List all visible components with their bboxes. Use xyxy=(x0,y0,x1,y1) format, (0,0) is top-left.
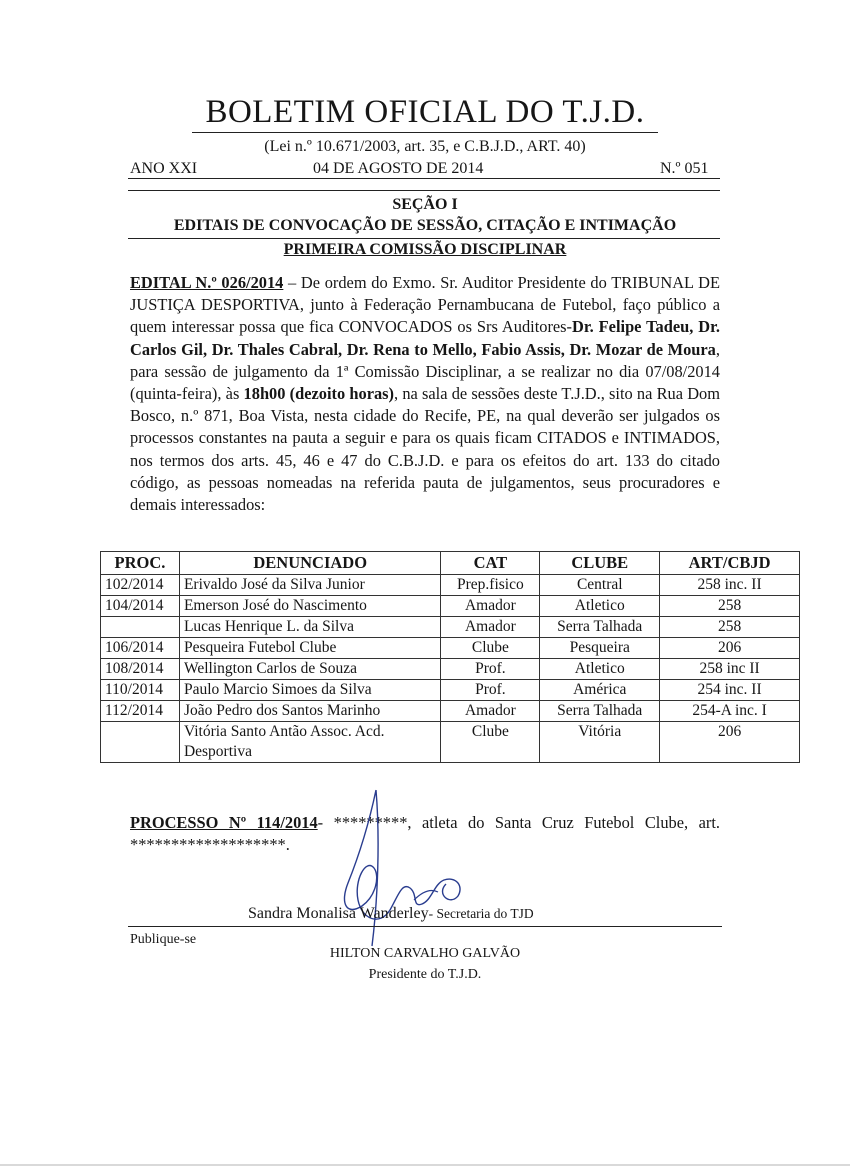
table-row xyxy=(101,617,800,638)
table-row xyxy=(101,575,800,596)
header-rule-top xyxy=(128,178,720,179)
cell-proc: 106/2014 xyxy=(101,638,180,659)
president-name: HILTON CARVALHO GALVÃO xyxy=(329,946,521,961)
cell-proc: 110/2014 xyxy=(101,680,180,701)
table-row xyxy=(101,722,800,763)
cell-art: 258 inc II xyxy=(660,659,800,680)
cell-cat: Clube xyxy=(441,638,540,659)
issue-number: N.º 051 xyxy=(660,160,709,177)
col-header-art: ART/CBJD xyxy=(660,552,800,575)
cell-clube: Atletico xyxy=(540,659,660,680)
table-row xyxy=(101,638,800,659)
cell-denunciado: Pesqueira Futebol Clube xyxy=(179,638,440,659)
table-row xyxy=(101,659,800,680)
col-header-denunciado: DENUNCIADO xyxy=(179,552,440,575)
cell-cat: Prof. xyxy=(441,680,540,701)
processo-text: - *********, atleta do Santa Cruz Futebol Clube, art. *******************. xyxy=(130,813,720,854)
cell-proc: 102/2014 xyxy=(101,575,180,596)
cell-art: 206 xyxy=(660,638,800,659)
edital-time: 18h00 (dezoito horas) xyxy=(243,384,395,404)
cell-denunciado: Vitória Santo Antão Assoc. Acd. Desportiva xyxy=(179,722,440,763)
section-heading: EDITAIS DE CONVOCAÇÃO DE SESSÃO, CITAÇÃO E INTIMAÇÃO xyxy=(173,217,677,234)
header-rule-bottom xyxy=(128,190,720,191)
cell-clube: América xyxy=(540,680,660,701)
table-row xyxy=(101,596,800,617)
table-header-row xyxy=(101,552,800,575)
table-row xyxy=(101,701,800,722)
cell-clube: Serra Talhada xyxy=(540,617,660,638)
cell-proc: 112/2014 xyxy=(101,701,180,722)
cell-art: 254 inc. II xyxy=(660,680,800,701)
cell-cat: Amador xyxy=(441,701,540,722)
cell-denunciado: João Pedro dos Santos Marinho xyxy=(179,701,440,722)
cell-denunciado: Emerson José do Nascimento xyxy=(179,596,440,617)
cell-proc: 104/2014 xyxy=(101,596,180,617)
cell-clube: Serra Talhada xyxy=(540,701,660,722)
section-name: SEÇÃO I xyxy=(392,196,458,213)
cell-art: 258 inc. II xyxy=(660,575,800,596)
law-reference: (Lei n.º 10.671/2003, art. 35, e C.B.J.D., ART. 40) xyxy=(264,138,586,155)
secretary-role: - Secretaria do TJD xyxy=(428,906,534,921)
secretary-name: Sandra Monalisa Wanderley xyxy=(248,905,429,922)
cell-denunciado: Lucas Henrique L. da Silva xyxy=(179,617,440,638)
edital-paragraph xyxy=(130,272,720,516)
cell-proc xyxy=(101,722,180,763)
scan-bottom-edge xyxy=(0,1164,850,1166)
edital-auditors: Dr. Felipe Tadeu, Dr. Carlos Gil, Dr. Thales Cabral, Dr. Rena to Mello, Fabio Assis, Dr. Mozar de Moura xyxy=(130,317,720,359)
col-header-clube: CLUBE xyxy=(540,552,660,575)
cell-cat: Prof. xyxy=(441,659,540,680)
cell-cat: Amador xyxy=(441,596,540,617)
secretary-signature-line xyxy=(248,905,534,923)
section-rule xyxy=(128,238,720,239)
cell-proc xyxy=(101,617,180,638)
president-role: Presidente do T.J.D. xyxy=(368,967,482,982)
cell-art: 258 xyxy=(660,617,800,638)
processo-label: PROCESSO Nº 114/2014 xyxy=(130,813,318,832)
cell-art: 254-A inc. I xyxy=(660,701,800,722)
pauta-table xyxy=(100,551,800,763)
signature-rule xyxy=(128,926,722,927)
col-header-cat: CAT xyxy=(441,552,540,575)
cell-denunciado: Erivaldo José da Silva Junior xyxy=(179,575,440,596)
cell-cat: Amador xyxy=(441,617,540,638)
col-header-proc: PROC. xyxy=(101,552,180,575)
cell-cat: Prep.fisico xyxy=(441,575,540,596)
handwritten-signature xyxy=(318,788,478,948)
commission-heading: PRIMEIRA COMISSÃO DISCIPLINAR xyxy=(283,241,567,258)
edital-text-2: , para sessão de julgamento da 1ª Comissão Disciplinar, a se realizar no dia 07/08/2014 (quinta-feira), às xyxy=(130,339,720,404)
cell-art: 258 xyxy=(660,596,800,617)
cell-cat: Clube xyxy=(441,722,540,763)
cell-denunciado: Wellington Carlos de Souza xyxy=(179,659,440,680)
publique-label: Publique-se xyxy=(130,932,197,947)
cell-clube: Pesqueira xyxy=(540,638,660,659)
edital-label: EDITAL N.º 026/2014 xyxy=(130,273,284,292)
table-row xyxy=(101,680,800,701)
edital-text-3: , na sala de sessões deste T.J.D., sito na Rua Dom Bosco, n.º 871, Boa Vista, nesta cidade do Recife, PE, na qual deverão ser julgados os processos constantes na pauta a seguir e para os quais ficam CITADOS e INTIMADOS, nos termos dos arts. 45, 46 e 47 do C.B.J.D. e para os efeitos do art. 133 do citado código, as pessoas nomeadas na referida pauta de julgamentos, seus procuradores e demais interessados: xyxy=(130,384,721,515)
cell-proc: 108/2014 xyxy=(101,659,180,680)
cell-denunciado: Paulo Marcio Simoes da Silva xyxy=(179,680,440,701)
edital-text-1: – De ordem do Exmo. Sr. Auditor Presidente do TRIBUNAL DE JUSTIÇA DESPORTIVA, junto à Federação Pernambucana de Futebol, faço público a quem interessar possa que fica CONVOCADOS os Srs Auditores- xyxy=(130,273,720,337)
cell-clube: Atletico xyxy=(540,596,660,617)
issue-date: 04 DE AGOSTO DE 2014 xyxy=(313,160,484,177)
cell-clube: Central xyxy=(540,575,660,596)
cell-clube: Vitória xyxy=(540,722,660,763)
bulletin-title: BOLETIM OFICIAL DO T.J.D. xyxy=(205,94,645,130)
title-underline xyxy=(192,132,658,133)
year-label: ANO XXI xyxy=(130,160,198,177)
cell-art: 206 xyxy=(660,722,800,763)
